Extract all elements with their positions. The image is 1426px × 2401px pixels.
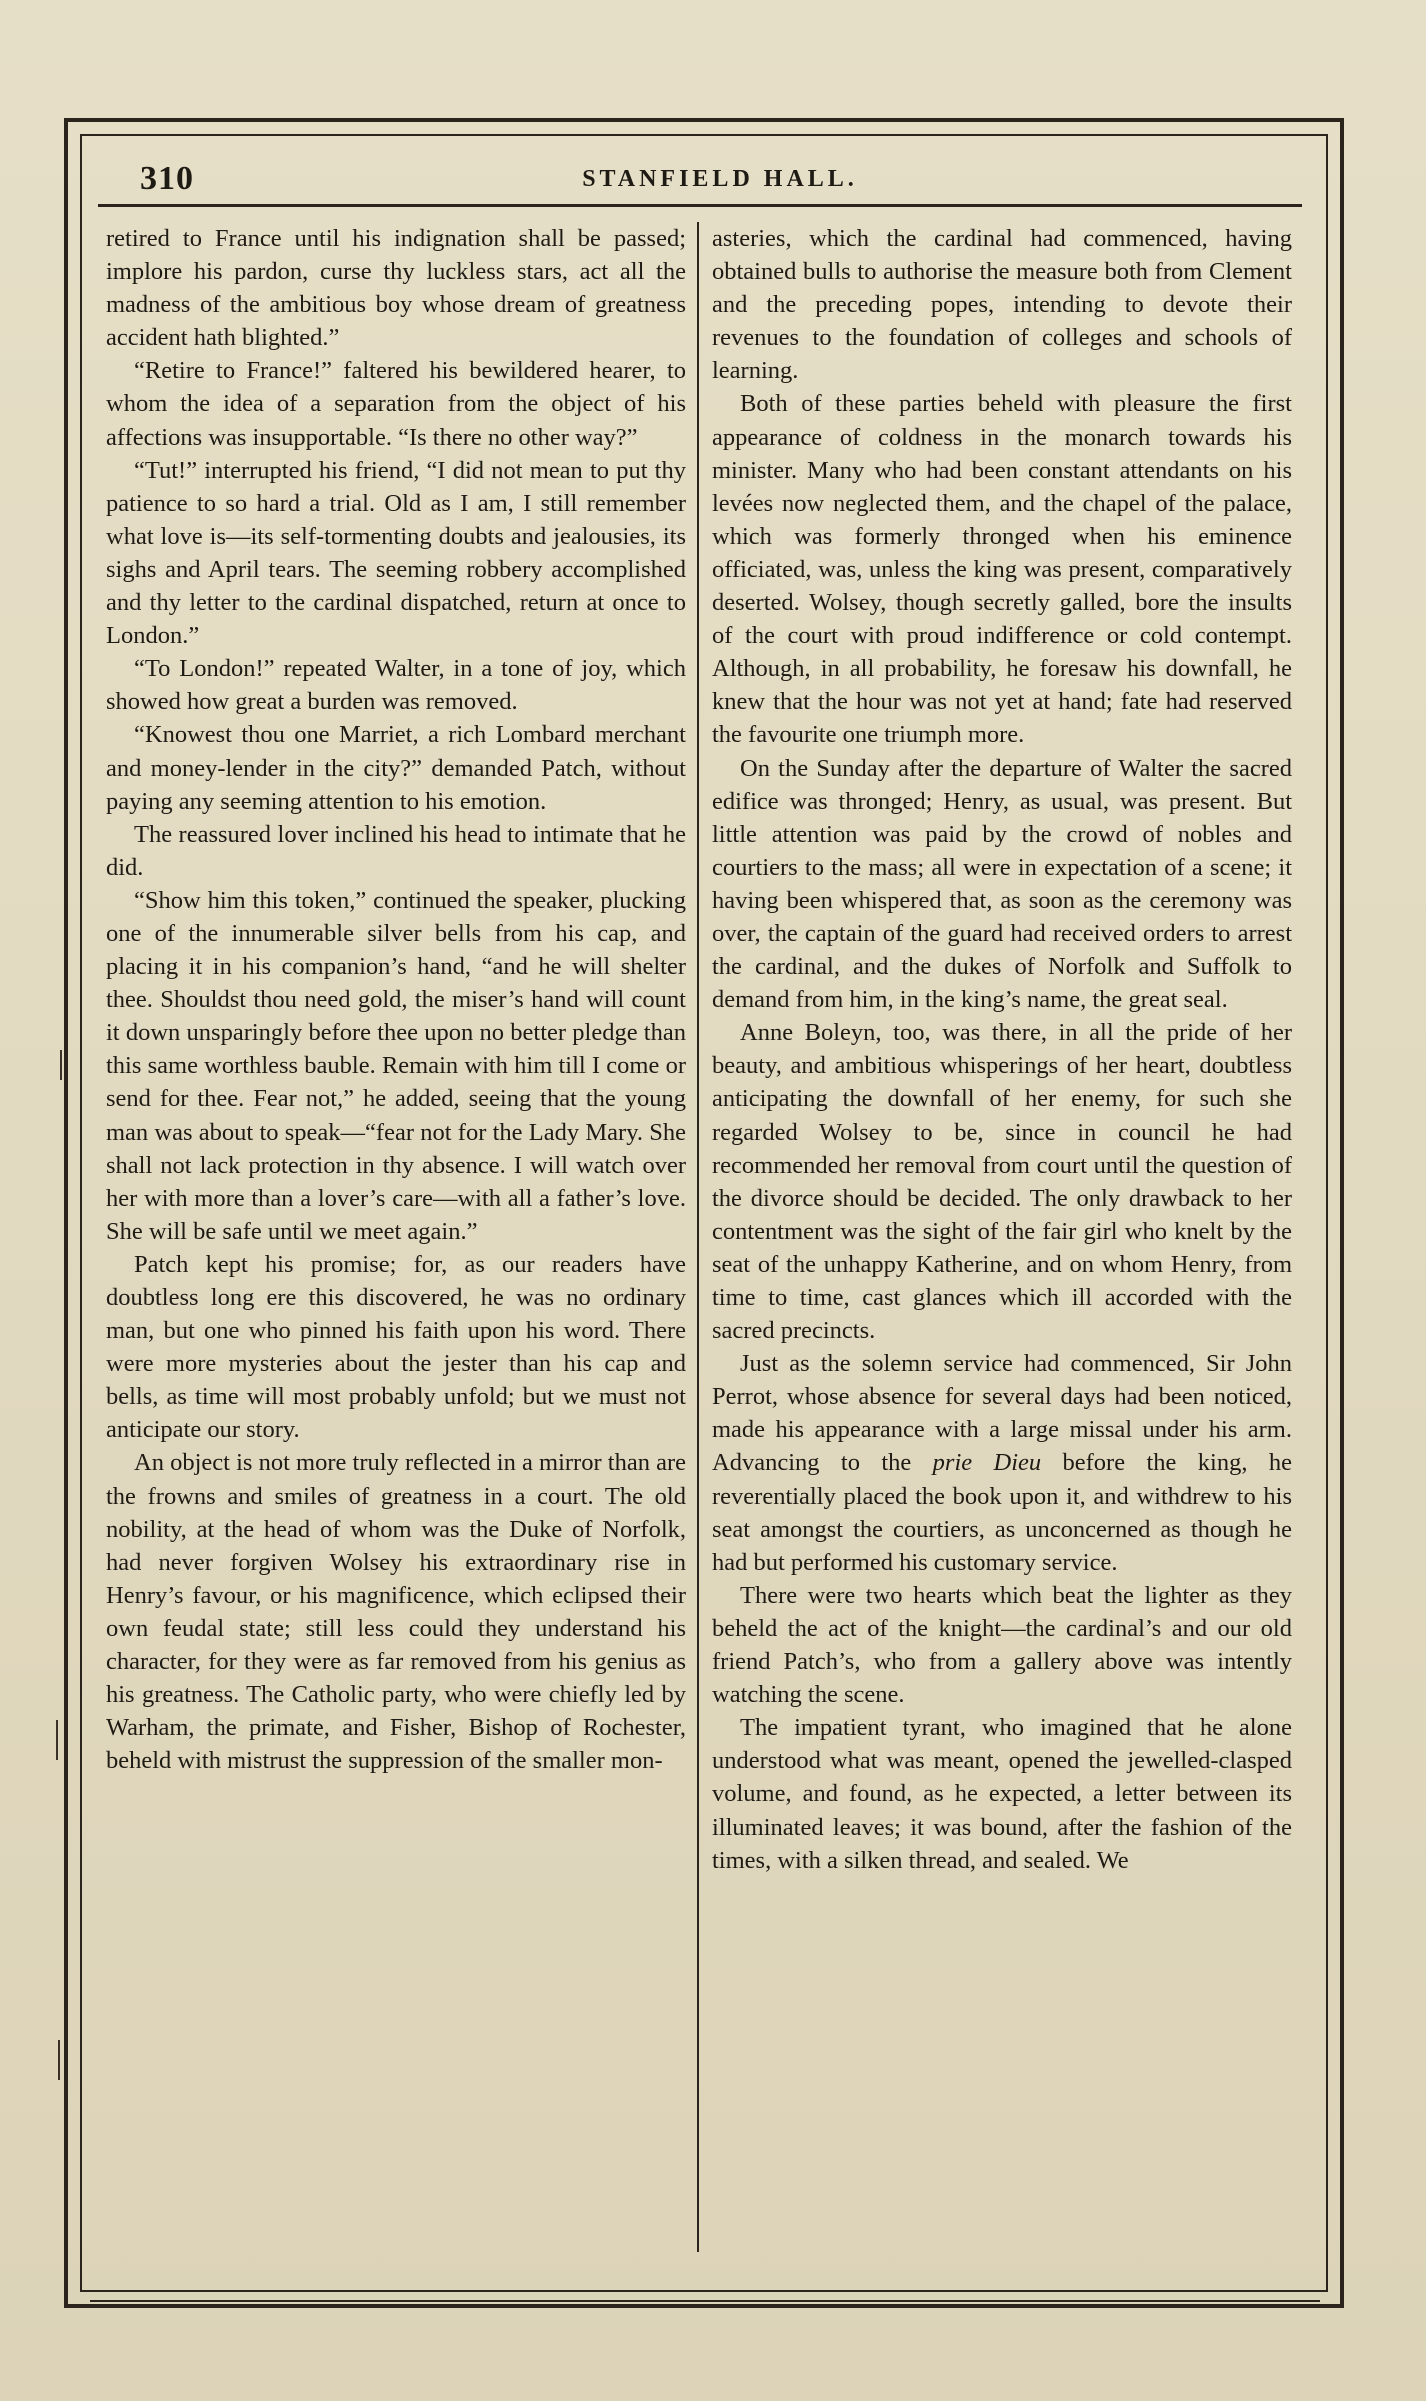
running-title: STANFIELD HALL. — [582, 166, 858, 192]
right-column — [712, 222, 1292, 2262]
bottom-rule — [90, 2300, 1320, 2302]
paragraph: retired to France until his indignation shall be passed; implore his pardon, curse thy luckless stars, act all the madness of the ambitious boy whose dream of greatness accident hath blighted.” — [106, 225, 686, 352]
margin-mark — [58, 2040, 60, 2080]
page-number: 310 — [140, 160, 194, 197]
paragraph: On the Sunday after the departure of Walter the sacred edifice was thronged; Henry, as usual, was present. But little attention was paid by the crowd of nobles and courtiers to the mass; all were in expectation of a scene; it having been whispered that, as soon as the ceremony was over, the captain of the guard had received orders to arrest the cardinal, and the dukes of Norfolk and Suffolk to demand from him, in the king’s name, the great seal. — [712, 754, 1292, 1014]
paragraph: “Knowest thou one Marriet, a rich Lombard merchant and money-lender in the city?” demanded Patch, without paying any seeming attention to his emotion. — [106, 721, 686, 815]
paragraph: Both of these parties beheld with pleasure the first appearance of coldness in the monarch towards his minister. Many who had been constant attendants on his levées now neglected them, and the chapel of the palace, which was formerly thronged when his eminence officiated, was, unless the king was present, comparatively deserted. Wolsey, though secretly galled, bore the insults of the court with proud indifference or cold contempt. Although, in all probability, he foresaw his downfall, he knew that the hour was not yet at hand; fate had reserved the favourite one triumph more. — [712, 390, 1292, 749]
column-divider — [697, 222, 699, 2252]
paragraph: “To London!” repeated Walter, in a tone of joy, which showed how great a burden was removed. — [106, 655, 686, 716]
page-header — [140, 160, 1300, 210]
text-run: Just as the solemn service had commenced, Sir John Perrot, whose absence for several days had been noticed, made his appearance with a large missal under his arm. Advancing to the — [712, 1350, 1292, 1477]
paragraph: “Tut!” interrupted his friend, “I did not mean to put thy patience to so hard a trial. Old as I am, I still remember what love is—its self-tormenting doubts and jealousies, its sighs and April tears. The seeming robbery accomplished and thy letter to the cardinal dispatched, return at once to London.” — [106, 456, 686, 650]
paragraph: Patch kept his promise; for, as our readers have doubtless long ere this discovered, he was no ordinary man, but one who pinned his faith upon his word. There were more mysteries about the jester than his cap and bells, as time will most probably unfold; but we must not anticipate our story. — [106, 1250, 686, 1444]
paragraph: The reassured lover inclined his head to intimate that he did. — [106, 820, 686, 881]
paragraph: “Retire to France!” faltered his bewildered hearer, to whom the idea of a separation from the object of his affections was insupportable. “Is there no other way?” — [106, 357, 686, 451]
header-rule — [98, 204, 1302, 207]
paragraph: “Show him this token,” continued the speaker, plucking one of the innumerable silver bells from his cap, and placing it in his companion’s hand, “and he will shelter thee. Shouldst thou need gold, the miser’s hand will count it down unsparingly before thee upon no better pledge than this same worthless bauble. Remain with him till I come or send for thee. Fear not,” he added, seeing that the young man was about to speak—“fear not for the Lady Mary. She shall not lack protection in thy absence. I will watch over her with more than a lover’s care—with all a father’s love. She will be safe until we meet again.” — [106, 886, 686, 1245]
paragraph: There were two hearts which beat the lighter as they beheld the act of the knight—the cardinal’s and our old friend Patch’s, who from a gallery above was intently watching the scene. — [712, 1581, 1292, 1709]
margin-mark — [60, 1050, 62, 1080]
paragraph — [712, 1347, 1292, 1579]
text-run: before the king, he reverentially placed the book upon it, and withdrew to his seat amongst the courtiers, as unconcerned as though he had but performed his customary service. — [712, 1449, 1292, 1576]
paragraph: asteries, which the cardinal had commenced, having obtained bulls to authorise the measure both from Clement and the preceding popes, intending to devote their revenues to the foundation of colleges and schools of learning. — [712, 225, 1292, 385]
italic-phrase: prie Dieu — [932, 1449, 1042, 1477]
left-column — [106, 222, 686, 2262]
paragraph: Anne Boleyn, too, was there, in all the pride of her beauty, and ambitious whisperings of her heart, doubtless anticipating the downfall of her enemy, for such she regarded Wolsey to be, since in council he had recommended her removal from court until the question of the divorce should be decided. The only drawback to her contentment was the sight of the fair girl who knelt by the seat of the unhappy Katherine, and on whom Henry, from time to time, cast glances which ill accorded with the sacred precincts. — [712, 1019, 1292, 1345]
margin-mark — [56, 1720, 58, 1760]
paragraph: The impatient tyrant, who imagined that he alone understood what was meant, opened the jewelled-clasped volume, and found, as he expected, a letter between its illuminated leaves; it was bound, after the fashion of the times, with a silken thread, and sealed. We — [712, 1714, 1292, 1874]
paragraph: An object is not more truly reflected in a mirror than are the frowns and smiles of greatness in a court. The old nobility, at the head of whom was the Duke of Norfolk, had never forgiven Wolsey his extraordinary rise in Henry’s favour, or his magnificence, which eclipsed their own feudal state; still less could they understand his character, for they were as far removed from his genius as his greatness. The Catholic party, who were chiefly led by Warham, the primate, and Fisher, Bishop of Rochester, beheld with mistrust the suppression of the smaller mon- — [106, 1449, 686, 1775]
